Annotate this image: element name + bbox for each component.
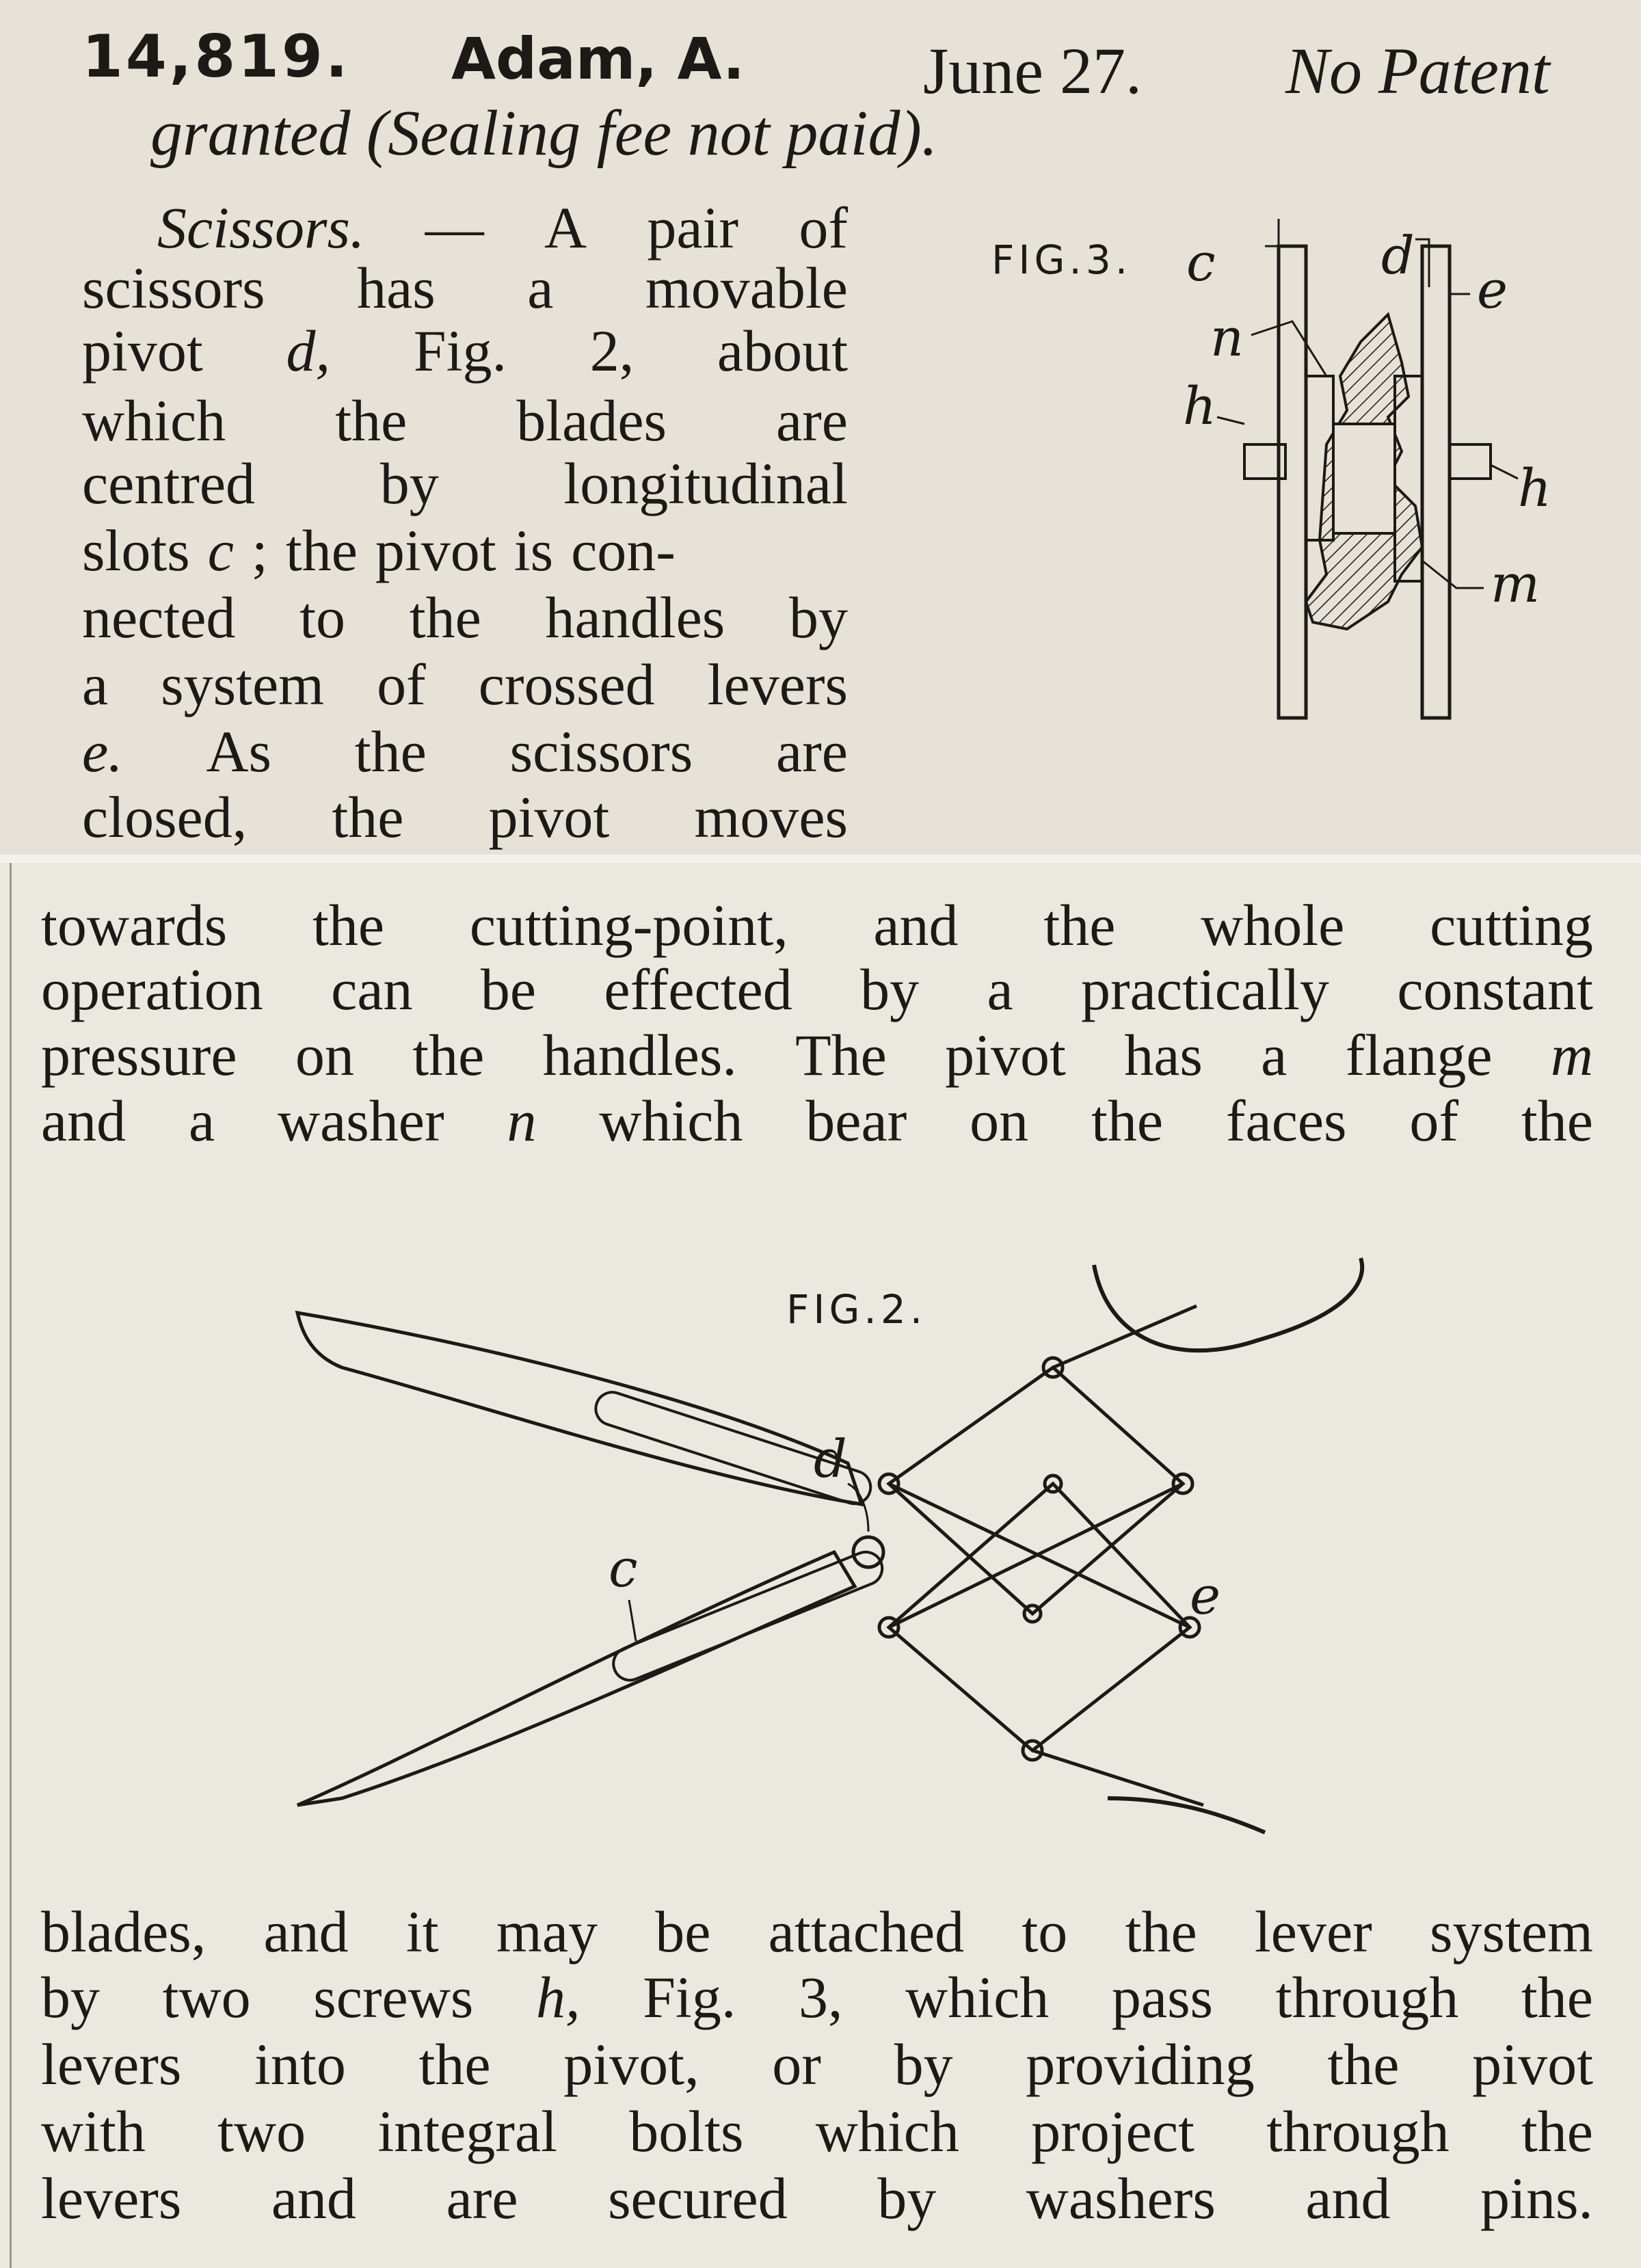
column-line: [82, 451, 848, 516]
word: a: [82, 652, 109, 717]
word: pivot: [375, 518, 496, 583]
patent-status: No Patent: [1285, 34, 1550, 107]
fig3-letter-h-left: h: [1183, 375, 1216, 436]
column-line: [82, 318, 848, 384]
word: secured: [608, 2165, 788, 2231]
word: pivot: [1472, 2031, 1593, 2097]
word: are: [446, 2165, 518, 2231]
word: by: [41, 1964, 100, 2030]
upper-blade: [297, 1313, 862, 1504]
word: h,: [535, 1964, 581, 2030]
word: practically: [1081, 957, 1329, 1022]
application-date: June 27.: [923, 34, 1142, 107]
fig3-letter-m: m: [1491, 553, 1540, 614]
fig3-letter-h-right: h: [1518, 457, 1551, 518]
word: the: [354, 719, 427, 784]
word: the: [1521, 1964, 1593, 2030]
word: towards: [41, 892, 228, 958]
word: slots: [82, 518, 190, 583]
word: bear: [805, 1088, 907, 1153]
word: of: [1409, 1088, 1458, 1153]
word: integral: [377, 2098, 558, 2164]
word: it: [405, 1899, 439, 1964]
word: pivot: [488, 784, 610, 850]
word: and: [41, 1088, 126, 1153]
word: of: [377, 652, 426, 717]
word: of: [799, 195, 848, 261]
word: a: [1261, 1022, 1288, 1088]
word: a: [987, 957, 1013, 1022]
column-line: [82, 784, 848, 850]
word: 2,: [589, 318, 635, 384]
fig3-letter-c: c: [1186, 232, 1216, 293]
word: pins.: [1480, 2165, 1593, 2231]
body-line: [41, 957, 1593, 1022]
crossed-levers: [879, 1306, 1203, 1805]
word: system: [161, 652, 325, 717]
word: the: [412, 1022, 485, 1088]
word: the: [1043, 892, 1116, 958]
word: on: [970, 1088, 1029, 1153]
word: which: [905, 1964, 1050, 2030]
word: attached: [768, 1899, 965, 1964]
word: cutting-point,: [469, 892, 788, 958]
word: are: [776, 388, 848, 453]
word: system: [1430, 1899, 1593, 1964]
pivot-core: [1333, 424, 1395, 533]
word: through: [1266, 2098, 1450, 2164]
word: screws: [313, 1964, 474, 2030]
word: and: [271, 2165, 357, 2231]
word: effected: [604, 957, 792, 1022]
word: a: [527, 255, 554, 321]
word: the: [1125, 1899, 1197, 1964]
body-line: [41, 1964, 1593, 2030]
word: d,: [286, 318, 331, 384]
word: to: [1022, 1899, 1068, 1964]
column-line: [82, 585, 848, 650]
word: pass: [1111, 1964, 1214, 2030]
word: —: [425, 195, 484, 261]
column-line: [82, 652, 848, 717]
patent-status-note: granted (Sealing fee not paid).: [150, 98, 938, 169]
figure-3-label: FIG.3.: [991, 237, 1132, 283]
column-line: [157, 195, 848, 261]
word: washers: [1026, 2165, 1216, 2231]
word: pivot,: [563, 2031, 699, 2097]
word: to: [299, 585, 346, 650]
word: The: [795, 1022, 887, 1088]
word: are: [775, 719, 848, 784]
fig3-letter-d: d: [1381, 225, 1415, 286]
word: the: [418, 2031, 491, 2097]
word: handles.: [542, 1022, 737, 1088]
word: be: [655, 1899, 711, 1964]
fig2-letter-d: d: [814, 1428, 847, 1489]
word: handles: [545, 585, 725, 650]
word: about: [717, 318, 848, 384]
word: which: [82, 388, 226, 453]
word: through: [1275, 1964, 1459, 2030]
word: A: [544, 195, 587, 261]
word: centred: [82, 451, 256, 516]
word: n: [507, 1088, 537, 1153]
word: levers: [41, 2165, 182, 2231]
column-line: [82, 518, 848, 583]
word: levers: [707, 652, 848, 717]
word: the: [1091, 1088, 1164, 1153]
word: which: [815, 2098, 959, 2164]
body-line: [41, 2165, 1593, 2231]
applicant-name: Adam, A.: [451, 25, 745, 92]
word: pivot: [945, 1022, 1066, 1088]
right-lever-bar: [1422, 246, 1450, 718]
word: and: [1305, 2165, 1391, 2231]
word: by: [860, 957, 920, 1022]
word: on: [295, 1022, 354, 1088]
word: scissors: [509, 719, 693, 784]
word: by: [894, 2031, 953, 2097]
word: the: [1521, 1088, 1593, 1153]
patent-number: 14,819.: [82, 23, 351, 91]
word: into: [254, 2031, 346, 2097]
screw-h-right: [1450, 444, 1491, 479]
word: Fig.: [413, 318, 507, 384]
word: ;: [251, 518, 268, 583]
column-line: [82, 255, 848, 321]
word: the: [332, 784, 404, 850]
word: levers: [41, 2031, 182, 2097]
word: two: [217, 2098, 306, 2164]
word: bolts: [629, 2098, 744, 2164]
word: providing: [1026, 2031, 1255, 2097]
fig3-letter-e: e: [1477, 259, 1508, 320]
upper-handle: [1094, 1258, 1362, 1350]
word: the: [1521, 2098, 1593, 2164]
lower-handle: [1108, 1798, 1265, 1832]
word: cutting: [1430, 892, 1593, 958]
word: has: [357, 255, 436, 321]
word: two: [162, 1964, 251, 2030]
word: blades,: [41, 1899, 206, 1964]
word: movable: [645, 255, 848, 321]
word: and: [873, 892, 959, 958]
word: con-: [571, 518, 676, 583]
body-line: [41, 2031, 1593, 2097]
word: has: [1124, 1022, 1203, 1088]
word: by: [877, 2165, 937, 2231]
fig2-letter-c: c: [609, 1538, 638, 1599]
word: by: [788, 585, 848, 650]
word: flange: [1345, 1022, 1493, 1088]
word: or: [772, 2031, 821, 2097]
left-lever-bar: [1279, 246, 1306, 718]
word: closed,: [82, 784, 248, 850]
clipping-seam: [0, 855, 1641, 863]
word: project: [1031, 2098, 1195, 2164]
word: faces: [1225, 1088, 1347, 1153]
figure-3-drawing: [978, 219, 1593, 738]
word: can: [331, 957, 413, 1022]
body-line: [41, 1022, 1593, 1088]
word: be: [480, 957, 537, 1022]
word: As: [206, 719, 272, 784]
word: crossed: [478, 652, 655, 717]
word: moves: [694, 784, 848, 850]
word: Fig.: [643, 1964, 736, 2030]
word: the: [312, 892, 385, 958]
word: nected: [82, 585, 236, 650]
word: blades: [516, 388, 667, 453]
page-margin-rule: [10, 863, 12, 2268]
subject-title: Scissors.: [157, 195, 365, 261]
word: the: [1327, 2031, 1400, 2097]
word: the: [409, 585, 481, 650]
word: with: [41, 2098, 146, 2164]
word: lever: [1254, 1899, 1372, 1964]
word: by: [379, 451, 439, 516]
word: is: [513, 518, 554, 583]
column-line: [82, 719, 848, 784]
word: the: [335, 388, 408, 453]
word: e.: [82, 719, 123, 784]
word: pivot: [82, 318, 203, 384]
body-line: [41, 892, 1593, 958]
word: pair: [647, 195, 739, 261]
word: 3,: [798, 1964, 843, 2030]
figure-2-drawing: [287, 1258, 1395, 1832]
word: a: [189, 1088, 215, 1153]
word: pressure: [41, 1022, 237, 1088]
body-line: [41, 2098, 1593, 2164]
word: constant: [1397, 957, 1593, 1022]
figure-2-label: FIG.2.: [786, 1286, 927, 1333]
word: scissors: [82, 255, 265, 321]
word: the: [285, 518, 358, 583]
word: washer: [278, 1088, 444, 1153]
word: which: [599, 1088, 743, 1153]
body-line: [41, 1088, 1593, 1153]
word: operation: [41, 957, 263, 1022]
word: whole: [1201, 892, 1345, 958]
fig2-letter-e: e: [1190, 1565, 1220, 1626]
word: c: [207, 518, 234, 583]
word: may: [496, 1899, 598, 1964]
word: and: [263, 1899, 349, 1964]
column-line: [82, 388, 848, 453]
word: m: [1550, 1022, 1593, 1088]
body-line: [41, 1899, 1593, 1964]
fig3-letter-n: n: [1210, 307, 1244, 368]
word: longitudinal: [563, 451, 848, 516]
